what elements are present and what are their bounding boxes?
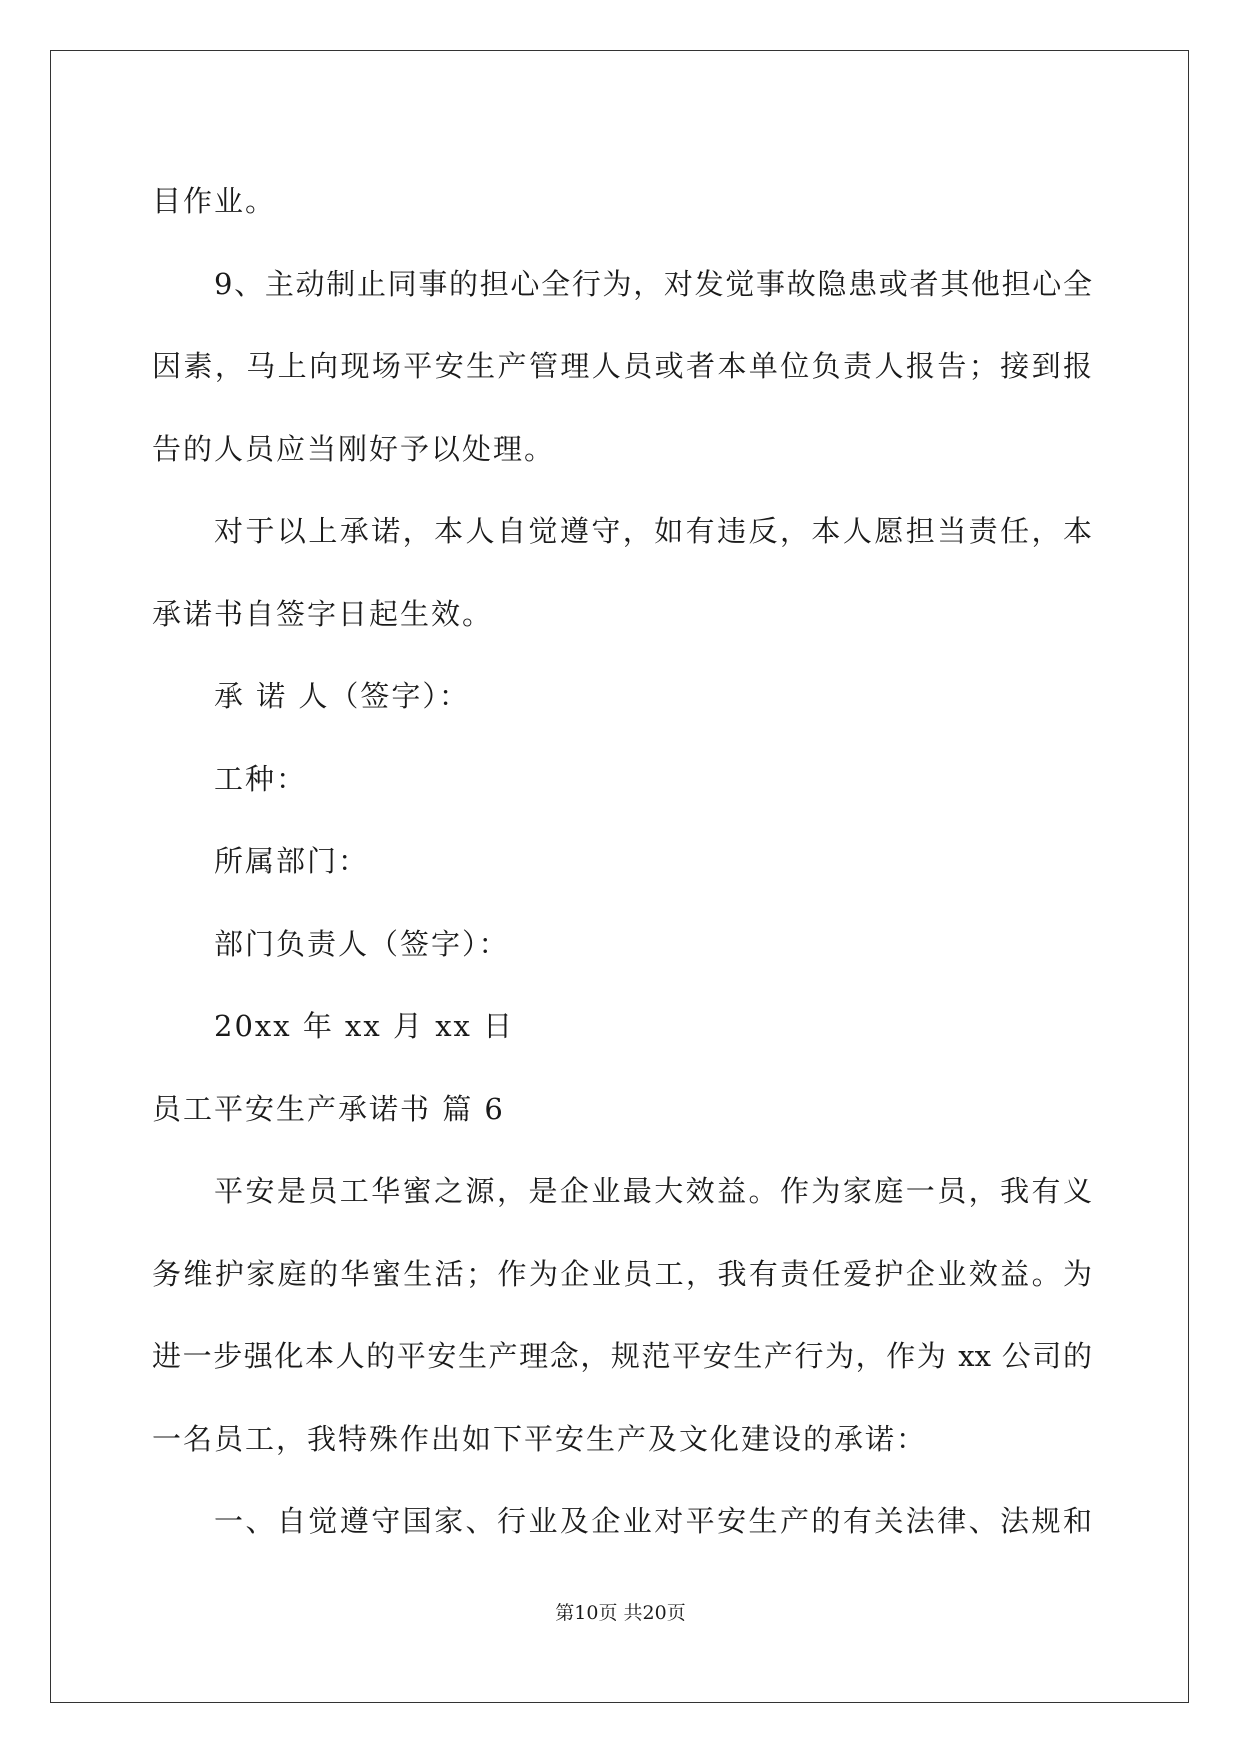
page-number-footer: 第10页 共20页 (555, 1602, 686, 1624)
signature-line-department-head: 部门负责人（签字）： (214, 926, 510, 961)
signature-line-promisor: 承 诺 人（签字）： (214, 679, 470, 713)
body-line: 进一步强化本人的平安生产理念，规范平安生产行为，作为 xx 公司的 (152, 1339, 1092, 1373)
date-line: 20xx 年 xx 月 xx 日 (214, 1009, 515, 1043)
signature-line-job-type: 工种： (214, 761, 308, 796)
body-line: 承诺书自签字日起生效。 (152, 596, 494, 631)
body-line: 因素，马上向现场平安生产管理人员或者本单位负责人报告；接到报 (152, 349, 1092, 383)
body-line: 务维护家庭的华蜜生活；作为企业员工，我有责任爱护企业效益。为 (152, 1256, 1092, 1291)
body-line: 目作业。 (152, 184, 277, 218)
body-line: 一、自觉遵守国家、行业及企业对平安生产的有关法律、法规和 (214, 1504, 1092, 1538)
section-heading: 员工平安生产承诺书 篇 6 (152, 1091, 505, 1126)
body-line: 9、主动制止同事的担心全行为，对发觉事故隐患或者其他担心全 (214, 266, 1092, 301)
body-line: 对于以上承诺，本人自觉遵守，如有违反，本人愿担当责任，本 (214, 514, 1092, 548)
body-line: 平安是员工华蜜之源，是企业最大效益。作为家庭一员，我有义 (214, 1174, 1092, 1208)
document-body (152, 160, 1092, 1563)
body-line: 告的人员应当刚好予以处理。 (152, 431, 556, 466)
body-line: 一名员工，我特殊作出如下平安生产及文化建设的承诺： (152, 1421, 928, 1456)
signature-line-department: 所属部门： (214, 844, 370, 878)
